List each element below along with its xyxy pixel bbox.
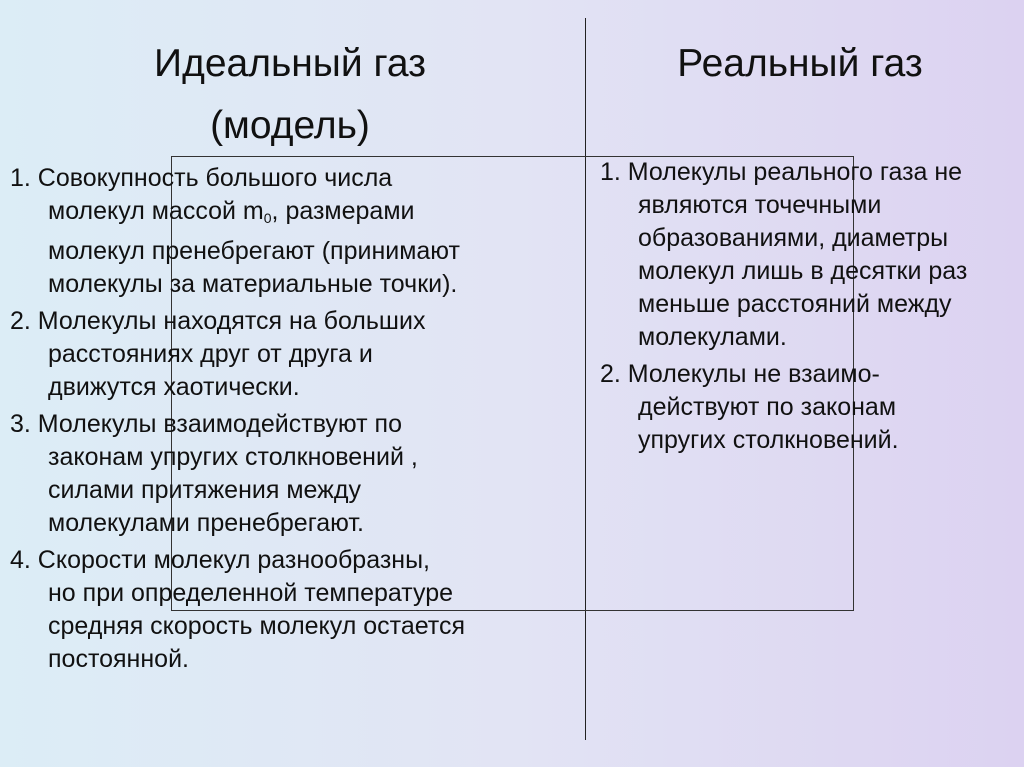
real-gas-list: [600, 156, 1015, 461]
list-line: молекулами.: [638, 323, 787, 351]
list-line: законам упругих столкновений ,: [48, 443, 418, 471]
list-line: постоянной.: [48, 645, 189, 673]
list-line: 1. Совокупность большого числа: [10, 164, 393, 192]
list-line: меньше расстояний между: [638, 290, 952, 318]
mass-text: молекул массой m: [48, 197, 264, 225]
real-gas-heading: Реальный газ: [677, 42, 923, 85]
list-line: упругих столкновений.: [638, 426, 899, 454]
list-line: средняя скорость молекул остается: [48, 612, 466, 640]
ideal-gas-item-1: [10, 162, 570, 301]
list-line: [48, 195, 570, 235]
list-line: 2. Молекулы находятся на больших: [10, 307, 426, 335]
list-line: 2. Молекулы не взаимо-: [600, 360, 880, 388]
ideal-gas-item-4: [10, 544, 570, 676]
ideal-gas-list: [10, 162, 570, 680]
list-line: 1. Молекулы реального газа не: [600, 158, 963, 186]
ideal-gas-heading-line1: Идеальный газ: [154, 42, 426, 85]
ideal-gas-item-3: [10, 408, 570, 540]
list-line: движутся хаотически.: [48, 373, 300, 401]
list-line: являются точечными: [638, 191, 882, 219]
list-line: но при определенной температуре: [48, 579, 454, 607]
list-line: расстояниях друг от друга и: [48, 340, 373, 368]
ideal-gas-item-2: [10, 305, 570, 404]
list-line: молекул лишь в десятки раз: [638, 257, 968, 285]
mass-rest: , размерами: [271, 197, 415, 225]
list-line: 4. Скорости молекул разнообразны,: [10, 546, 431, 574]
real-gas-item-2: [600, 358, 1015, 457]
list-line: действуют по законам: [638, 393, 897, 421]
list-line: образованиями, диаметры: [638, 224, 949, 252]
list-line: молекулы за материальные точки).: [48, 270, 458, 298]
ideal-gas-heading: [20, 33, 560, 157]
ideal-gas-heading-line2: (модель): [210, 104, 370, 147]
mass-subscript: 0: [263, 210, 272, 226]
list-line: 3. Молекулы взаимодействуют по: [10, 410, 402, 438]
real-gas-item-1: [600, 156, 1015, 354]
list-line: молекул пренебрегают (принимают: [48, 237, 460, 265]
list-line: силами притяжения между: [48, 476, 361, 504]
list-line: молекулами пренебрегают.: [48, 509, 364, 537]
